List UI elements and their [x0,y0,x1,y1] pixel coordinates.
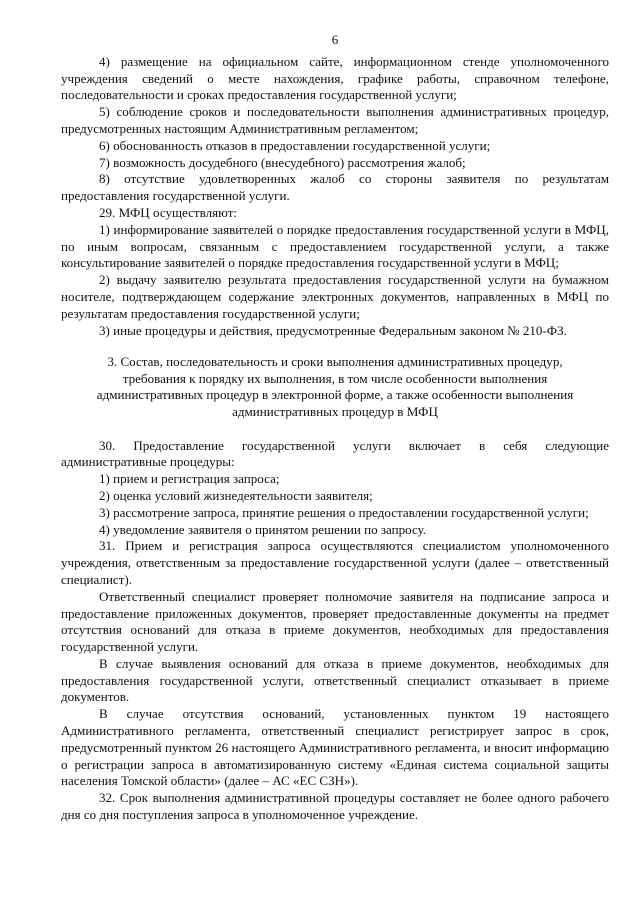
paragraph-31-refusal: В случае выявления оснований для отказа в приеме документов, необходимых для предоставления государственной услуги, ответственный специалист отказывает в приеме документов. [61,655,609,705]
page-number: 6 [331,32,339,47]
section-heading [61,354,609,421]
paragraph-item-8-no-complaints: 8) отсутствие удовлетворенных жалоб со стороны заявителя по результатам предоставления государственной услуги. [61,171,609,204]
section-heading-line: 3. Состав, последовательность и сроки выполнения административных процедур, [107,353,563,369]
section-heading-line: требования к порядку их выполнения, в том числе особенности выполнения [122,370,548,386]
paragraph-item-7-complaints: 7) возможность досудебного (внесудебного) рассмотрения жалоб; [99,154,466,170]
paragraph-30: 30. Предоставление государственной услуги включает в себя следующие административные процедуры: [61,437,609,470]
paragraph-item-6-refusals: 6) обоснованность отказов в предоставлении государственной услуги; [99,137,491,153]
paragraph-31-verification: Ответственный специалист проверяет полномочие заявителя на подписание запроса и предоставление приложенных документов, проверяет предоставленные документы на предмет отсутствия оснований для отказа в приеме документов, необходимых для предоставления государственной услуги. [61,588,609,655]
paragraph-29-item-2: 2) выдачу заявителю результата предоставления государственной услуги на бумажном носителе, подтверждающем содержание электронных документов, направленных в МФЦ по результатам предоставления государственной услуги; [61,272,609,321]
paragraph-29-item-1: 1) информирование заявителей о порядке предоставления государственной услуги в МФЦ, по иным вопросам, связанным с предоставлением государственной услуги, а также консультирование заявителей о порядке предоставления государственной услуги в МФЦ; [61,221,609,271]
section-heading-line: административных процедур в МФЦ [232,404,438,420]
paragraph-31: 31. Прием и регистрация запроса осуществляются специалистом уполномоченного учреждения, ответственным за предоставление государственной услуги (далее – ответственный специалист). [61,538,609,587]
paragraph-30-item-1: 1) прием и регистрация запроса; [99,471,280,487]
paragraph-30-item-2: 2) оценка условий жизнедеятельности заявителя; [99,487,373,503]
paragraph-item-4-website: 4) размещение на официальном сайте, информационном стенде уполномоченного учреждения сведений о месте нахождения, графике работы, справочном телефоне, последовательности и сроках предоставления государственной услуги; [61,53,609,103]
paragraph-30-item-4: 4) уведомление заявителя о принятом решении по запросу. [99,521,427,537]
paragraph-29-mfc: 29. МФЦ осуществляют: [99,204,238,220]
paragraph-31-registration: В случае отсутствия оснований, установленных пунктом 19 настоящего Административного регламента, ответственный специалист регистрирует запрос в срок, предусмотренный пунктом 26 настоящего Административного регламента, и вносит информацию о регистрации запроса в автоматизированную систему «Единая система социальной защиты населения Томской области» (далее – АС «ЕС СЗН»). [61,706,609,789]
paragraph-29-item-3: 3) иные процедуры и действия, предусмотренные Федеральным законом № 210-ФЗ. [99,322,567,338]
paragraph-item-5-deadlines: 5) соблюдение сроков и последовательности выполнения административных процедур, предусмотренных настоящим Административным регламентом; [61,104,609,136]
section-heading-line: административных процедур в электронной форме, а также особенности выполнения [96,387,574,403]
paragraph-30-item-3: 3) рассмотрение запроса, принятие решения о предоставлении государственной услуги; [99,504,589,520]
paragraph-32: 32. Срок выполнения административной процедуры составляет не более одного рабочего дня со дня поступления запроса в уполномоченное учреждение. [61,790,609,823]
